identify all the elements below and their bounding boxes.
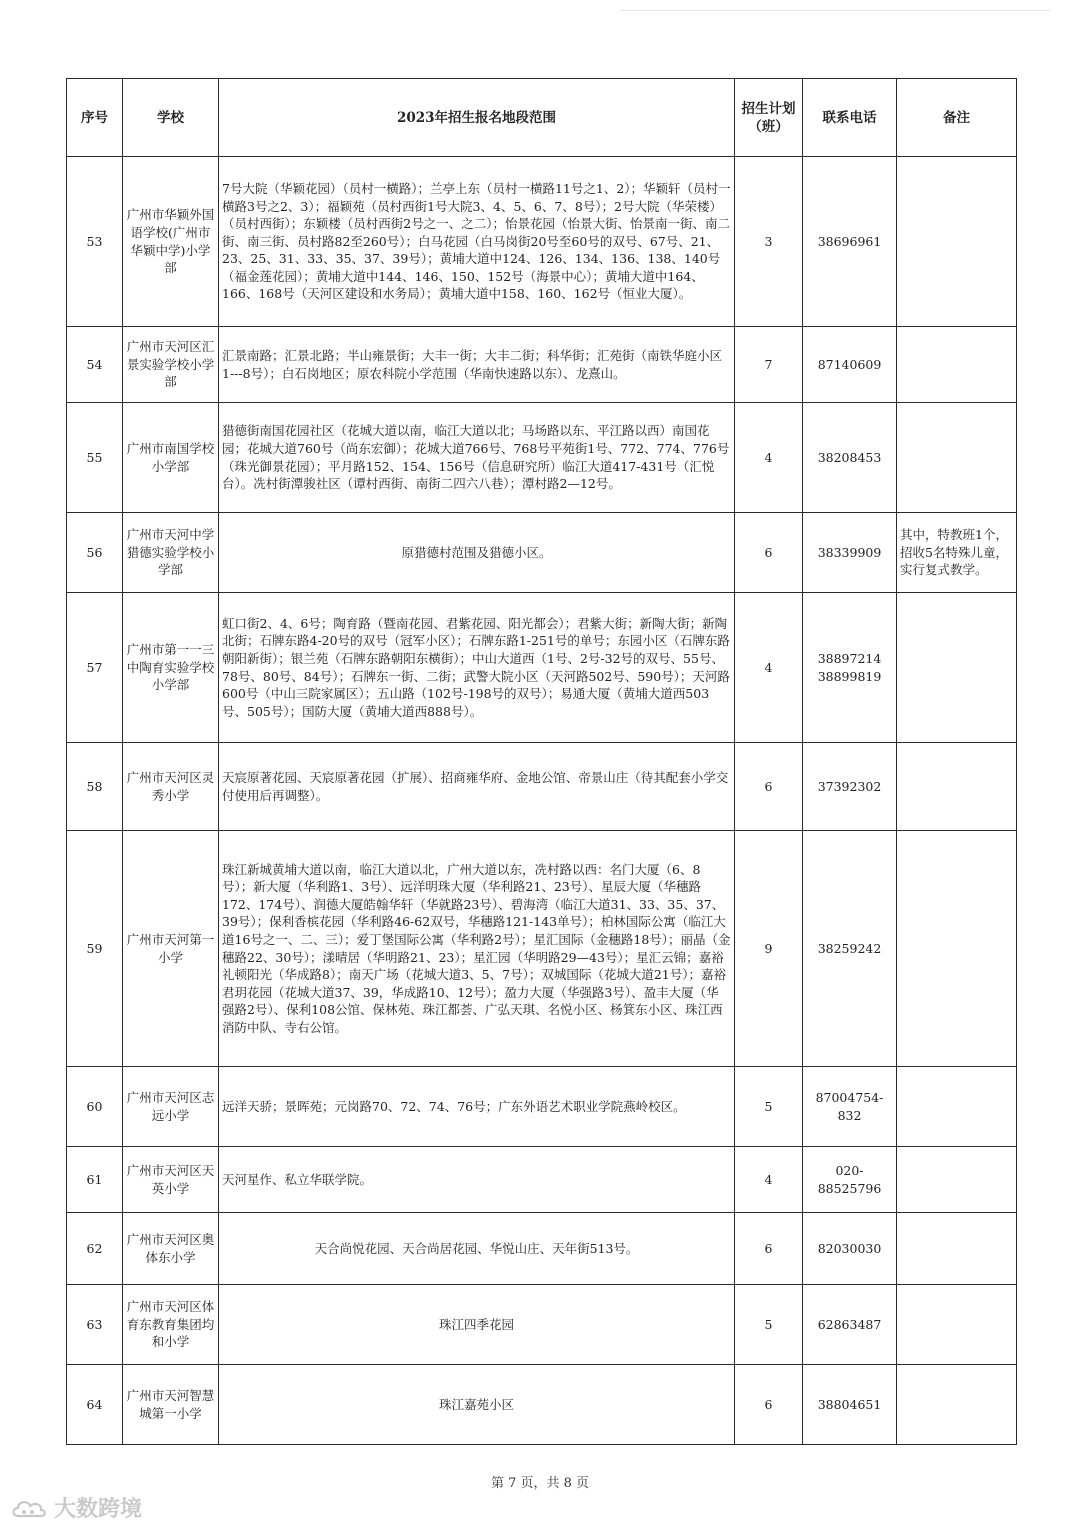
school-name: 广州市天河区志远小学 <box>123 1067 219 1147</box>
school-name: 广州市天河区灵秀小学 <box>123 743 219 831</box>
watermark <box>10 1492 142 1523</box>
enrollment-range: 天宸原著花园、天宸原著花园（扩展）、招商雍华府、金地公馆、帝景山庄（待其配套小学交付使用后再调整）。 <box>219 743 735 831</box>
remark <box>897 1213 1017 1285</box>
enrollment-range: 珠江嘉苑小区 <box>219 1365 735 1445</box>
school-name: 广州市华颖外国语学校(广州市华颖中学)小学部 <box>123 157 219 327</box>
row-index: 53 <box>67 157 123 327</box>
contact-phone: 87140609 <box>803 327 897 403</box>
row-index: 64 <box>67 1365 123 1445</box>
school-name: 广州市天河区汇景实验学校小学部 <box>123 327 219 403</box>
class-count: 5 <box>735 1285 803 1365</box>
header-row <box>67 79 1017 157</box>
school-name: 广州市第一一三中陶育实验学校小学部 <box>123 593 219 743</box>
watermark-text: 大数跨境 <box>54 1497 143 1522</box>
row-index: 63 <box>67 1285 123 1365</box>
table-row <box>67 1147 1017 1213</box>
remark <box>897 1067 1017 1147</box>
school-name: 广州市天河区体育东教育集团均和小学 <box>123 1285 219 1365</box>
remark <box>897 327 1017 403</box>
school-name: 广州市天河区奥体东小学 <box>123 1213 219 1285</box>
row-index: 61 <box>67 1147 123 1213</box>
contact-phone: 62863487 <box>803 1285 897 1365</box>
row-index: 56 <box>67 513 123 593</box>
contact-phone: 38259242 <box>803 831 897 1067</box>
remark <box>897 403 1017 513</box>
header-school: 学校 <box>123 79 219 157</box>
row-index: 55 <box>67 403 123 513</box>
enrollment-range: 猎德街南国花园社区（花城大道以南，临江大道以北；马场路以东、平江路以西）南国花园；花城大道760号（尚东宏御）；花城大道766号、768号平苑街1号、772、774、776号（珠光御景花园）；平月路152、154、156号（信息研究所）临江大道417-431号（汇悦台）。冼村街潭骏社区（谭村西街、南街二四六八巷）；潭村路2—12号。 <box>219 403 735 513</box>
contact-phone: 87004754-832 <box>803 1067 897 1147</box>
school-name: 广州市天河中学猎德实验学校小学部 <box>123 513 219 593</box>
class-count: 6 <box>735 513 803 593</box>
class-count: 5 <box>735 1067 803 1147</box>
row-index: 60 <box>67 1067 123 1147</box>
header-note: 备注 <box>897 79 1017 157</box>
remark: 其中，特教班1个，招收5名特殊儿童，实行复式教学。 <box>897 513 1017 593</box>
table-row <box>67 513 1017 593</box>
enrollment-range: 7号大院（华颖花园）（员村一横路）；兰亭上东（员村一横路11号之1、2）；华颖轩（员村一横路3号之2、3）；福颖苑（员村西街1号大院3、4、5、6、7、8号）；2号大院（华荣楼）（员村西街）；东颖楼（员村西街2号之一、之二）；怡景花园（怡景大街、怡景南一街、南二街、南三街、员村路82至260号）；白马花园（白马岗街20号至60号的双号、67号、21、23、25、31、33、35、37、39号）；黄埔大道中124、126、134、136、138、140号（福金莲花园）；黄埔大道中144、146、150、152号（海景中心）；黄埔大道中164、166、168号（天河区建设和水务局）；黄埔大道中158、160、162号（恒业大厦）。 <box>219 157 735 327</box>
remark <box>897 743 1017 831</box>
class-count: 6 <box>735 1365 803 1445</box>
remark <box>897 1365 1017 1445</box>
header-classes: 招生计划（班） <box>735 79 803 157</box>
table-row <box>67 1213 1017 1285</box>
remark <box>897 1285 1017 1365</box>
enrollment-range: 远洋天骄；景晖苑；元岗路70、72、74、76号；广东外语艺术职业学院燕岭校区。 <box>219 1067 735 1147</box>
table-row <box>67 327 1017 403</box>
page-footer: 第 7 页，共 8 页 <box>490 1476 590 1491</box>
table-row <box>67 157 1017 327</box>
class-count: 6 <box>735 743 803 831</box>
contact-phone <box>803 593 897 743</box>
contact-phone: 38804651 <box>803 1365 897 1445</box>
school-name: 广州市天河第一小学 <box>123 831 219 1067</box>
remark <box>897 1147 1017 1213</box>
school-name: 广州市天河智慧城第一小学 <box>123 1365 219 1445</box>
contact-phone-primary: 38897214 <box>817 650 882 666</box>
scan-edge-line <box>620 10 1050 11</box>
contact-phone: 38696961 <box>803 157 897 327</box>
school-name: 广州市天河区天英小学 <box>123 1147 219 1213</box>
row-index: 57 <box>67 593 123 743</box>
class-count: 4 <box>735 403 803 513</box>
table-row <box>67 593 1017 743</box>
class-count: 4 <box>735 593 803 743</box>
enrollment-range: 珠江四季花园 <box>219 1285 735 1365</box>
contact-phone: 38208453 <box>803 403 897 513</box>
enrollment-range: 原猎德村范围及猎德小区。 <box>219 513 735 593</box>
enrollment-range: 天河星作、私立华联学院。 <box>219 1147 735 1213</box>
enrollment-range: 天合尚悦花园、天合尚居花园、华悦山庄、天年街513号。 <box>219 1213 735 1285</box>
contact-phone-secondary: 38899819 <box>817 668 882 684</box>
table-row <box>67 1285 1017 1365</box>
row-index: 59 <box>67 831 123 1067</box>
remark <box>897 593 1017 743</box>
cloud-logo-icon <box>10 1496 48 1520</box>
table-row <box>67 403 1017 513</box>
row-index: 54 <box>67 327 123 403</box>
remark <box>897 157 1017 327</box>
row-index: 58 <box>67 743 123 831</box>
table-row <box>67 743 1017 831</box>
contact-phone: 37392302 <box>803 743 897 831</box>
enrollment-range: 珠江新城黄埔大道以南，临江大道以北，广州大道以东，冼村路以西：名门大厦（6、8号）；新大厦（华利路1、3号）、远洋明珠大厦（华利路21、23号）、星辰大厦（华穗路172、174号）、润德大厦皓翰华轩（华就路23号）、碧海湾（临江大道31、33、35、37、39号）；保利香槟花园（华利路46-62双号，华穗路121-143单号）；柏林国际公寓（临江大道16号之一、二、三）；爱丁堡国际公寓（华利路2号）；星汇国际（金穗路18号）；丽晶（金穗路22、30号）；漾晴居（华明路21、23）；星汇园（华明路29—43号）；星汇云锦；嘉裕礼顿阳光（华成路8）；南天广场（花城大道3、5、7号）；双城国际（花城大道21号）；嘉裕君玥花园（花城大道37、39，华成路10、12号）；盈力大厦（华强路3号）、盈丰大厦（华强路2号）、保利108公馆、保林苑、珠江都荟、广弘天琪、名悦小区、杨箕东小区、珠江西消防中队、寺右公馆。 <box>219 831 735 1067</box>
school-name: 广州市南国学校小学部 <box>123 403 219 513</box>
contact-phone: 82030030 <box>803 1213 897 1285</box>
contact-phone: 020-88525796 <box>803 1147 897 1213</box>
class-count: 7 <box>735 327 803 403</box>
enrollment-range: 虹口街2、4、6号；陶育路（暨南花园、君紫花园、阳光都会）；君紫大街；新陶大街；新陶北街；石牌东路4-20号的双号（冠军小区）；石牌东路1-251号的单号；东园小区（石牌东路朝阳新街）；银兰苑（石牌东路朝阳东横街）；中山大道西（1号、2号-32号的双号、55号、78号、80号、84号）；石牌东一街、二街；武警大院小区（天河路502号、590号）；天河路600号（中山三院家属区）；五山路（102号-198号的双号）；易通大厦（黄埔大道西503号、505号）；国防大厦（黄埔大道西888号）。 <box>219 593 735 743</box>
table-row <box>67 1067 1017 1147</box>
header-phone: 联系电话 <box>803 79 897 157</box>
table-row <box>67 1365 1017 1445</box>
enrollment-range: 汇景南路；汇景北路；半山雍景街；大丰一街；大丰二街；科华街；汇苑街（南铁华庭小区1---8号）；白石岗地区；原农科院小学范围（华南快速路以东）、龙熹山。 <box>219 327 735 403</box>
class-count: 3 <box>735 157 803 327</box>
table-row <box>67 831 1017 1067</box>
class-count: 6 <box>735 1213 803 1285</box>
class-count: 4 <box>735 1147 803 1213</box>
class-count: 9 <box>735 831 803 1067</box>
remark <box>897 831 1017 1067</box>
contact-phone: 38339909 <box>803 513 897 593</box>
enrollment-table <box>66 78 1017 1445</box>
row-index: 62 <box>67 1213 123 1285</box>
header-idx: 序号 <box>67 79 123 157</box>
header-range: 2023年招生报名地段范围 <box>219 79 735 157</box>
